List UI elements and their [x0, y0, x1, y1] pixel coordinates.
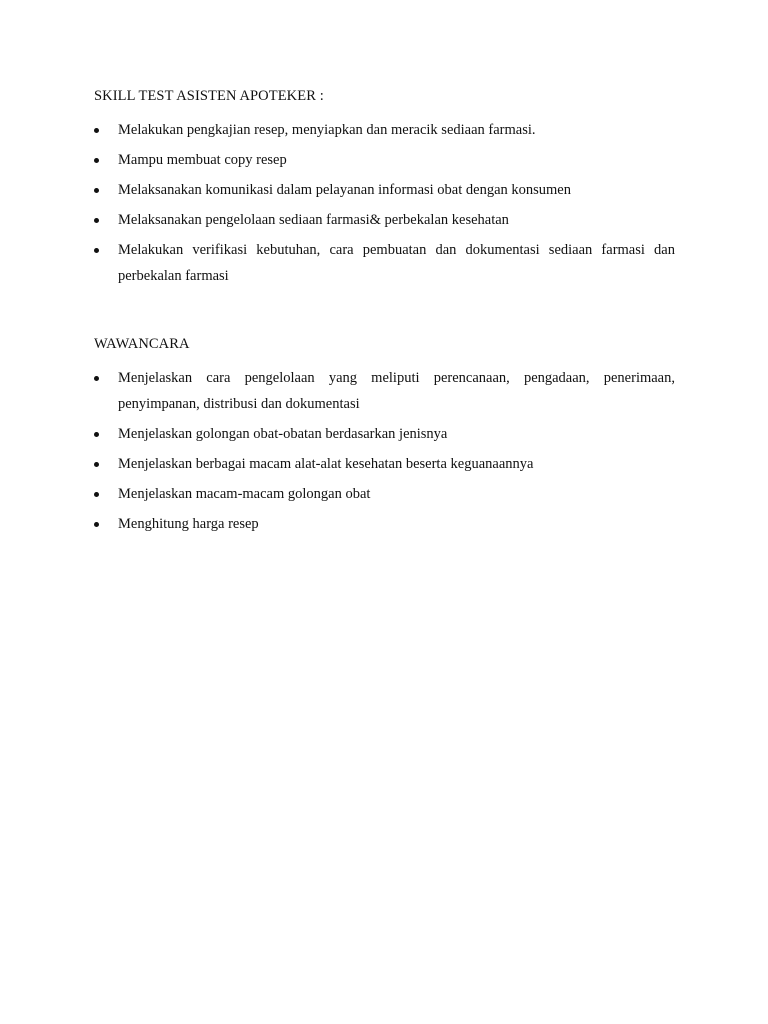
- list-item-text: Melakukan pengkajian resep, menyiapkan dan meracik sediaan farmasi.: [118, 122, 536, 138]
- skill-test-section: [94, 87, 675, 293]
- bullet-icon: [94, 432, 99, 437]
- list-item: [94, 237, 675, 289]
- wawancara-list: [94, 365, 675, 537]
- list-item-text: Menjelaskan golongan obat-obatan berdasarkan jenisnya: [118, 426, 448, 442]
- wawancara-section: [94, 335, 675, 541]
- list-item: [94, 365, 675, 417]
- skill-test-list: [94, 117, 675, 289]
- bullet-icon: [94, 128, 99, 133]
- list-item: [94, 117, 675, 143]
- bullet-icon: [94, 248, 99, 253]
- bullet-icon: [94, 376, 99, 381]
- list-item-text: Melaksanakan komunikasi dalam pelayanan informasi obat dengan konsumen: [118, 182, 571, 198]
- list-item: [94, 147, 675, 173]
- wawancara-heading: WAWANCARA: [94, 336, 190, 352]
- bullet-icon: [94, 158, 99, 163]
- list-item-text: Menjelaskan macam-macam golongan obat: [118, 486, 371, 502]
- list-item: [94, 177, 675, 203]
- list-item: [94, 421, 675, 447]
- bullet-icon: [94, 522, 99, 527]
- bullet-icon: [94, 492, 99, 497]
- list-item-text: Mampu membuat copy resep: [118, 152, 287, 168]
- list-item: [94, 451, 675, 477]
- list-item: [94, 207, 675, 233]
- bullet-icon: [94, 188, 99, 193]
- skill-test-heading: SKILL TEST ASISTEN APOTEKER :: [94, 88, 324, 104]
- list-item: [94, 481, 675, 507]
- list-item-text: Melakukan verifikasi kebutuhan, cara pembuatan dan dokumentasi sediaan farmasi dan perbekalan farmasi: [118, 242, 675, 284]
- list-item-text: Melaksanakan pengelolaan sediaan farmasi& perbekalan kesehatan: [118, 212, 509, 228]
- list-item-text: Menjelaskan cara pengelolaan yang meliputi perencanaan, pengadaan, penerimaan, penyimpanan, distribusi dan dokumentasi: [118, 370, 675, 412]
- bullet-icon: [94, 462, 99, 467]
- list-item-text: Menjelaskan berbagai macam alat-alat kesehatan beserta keguanaannya: [118, 456, 534, 472]
- bullet-icon: [94, 218, 99, 223]
- list-item-text: Menghitung harga resep: [118, 516, 259, 532]
- list-item: [94, 511, 675, 537]
